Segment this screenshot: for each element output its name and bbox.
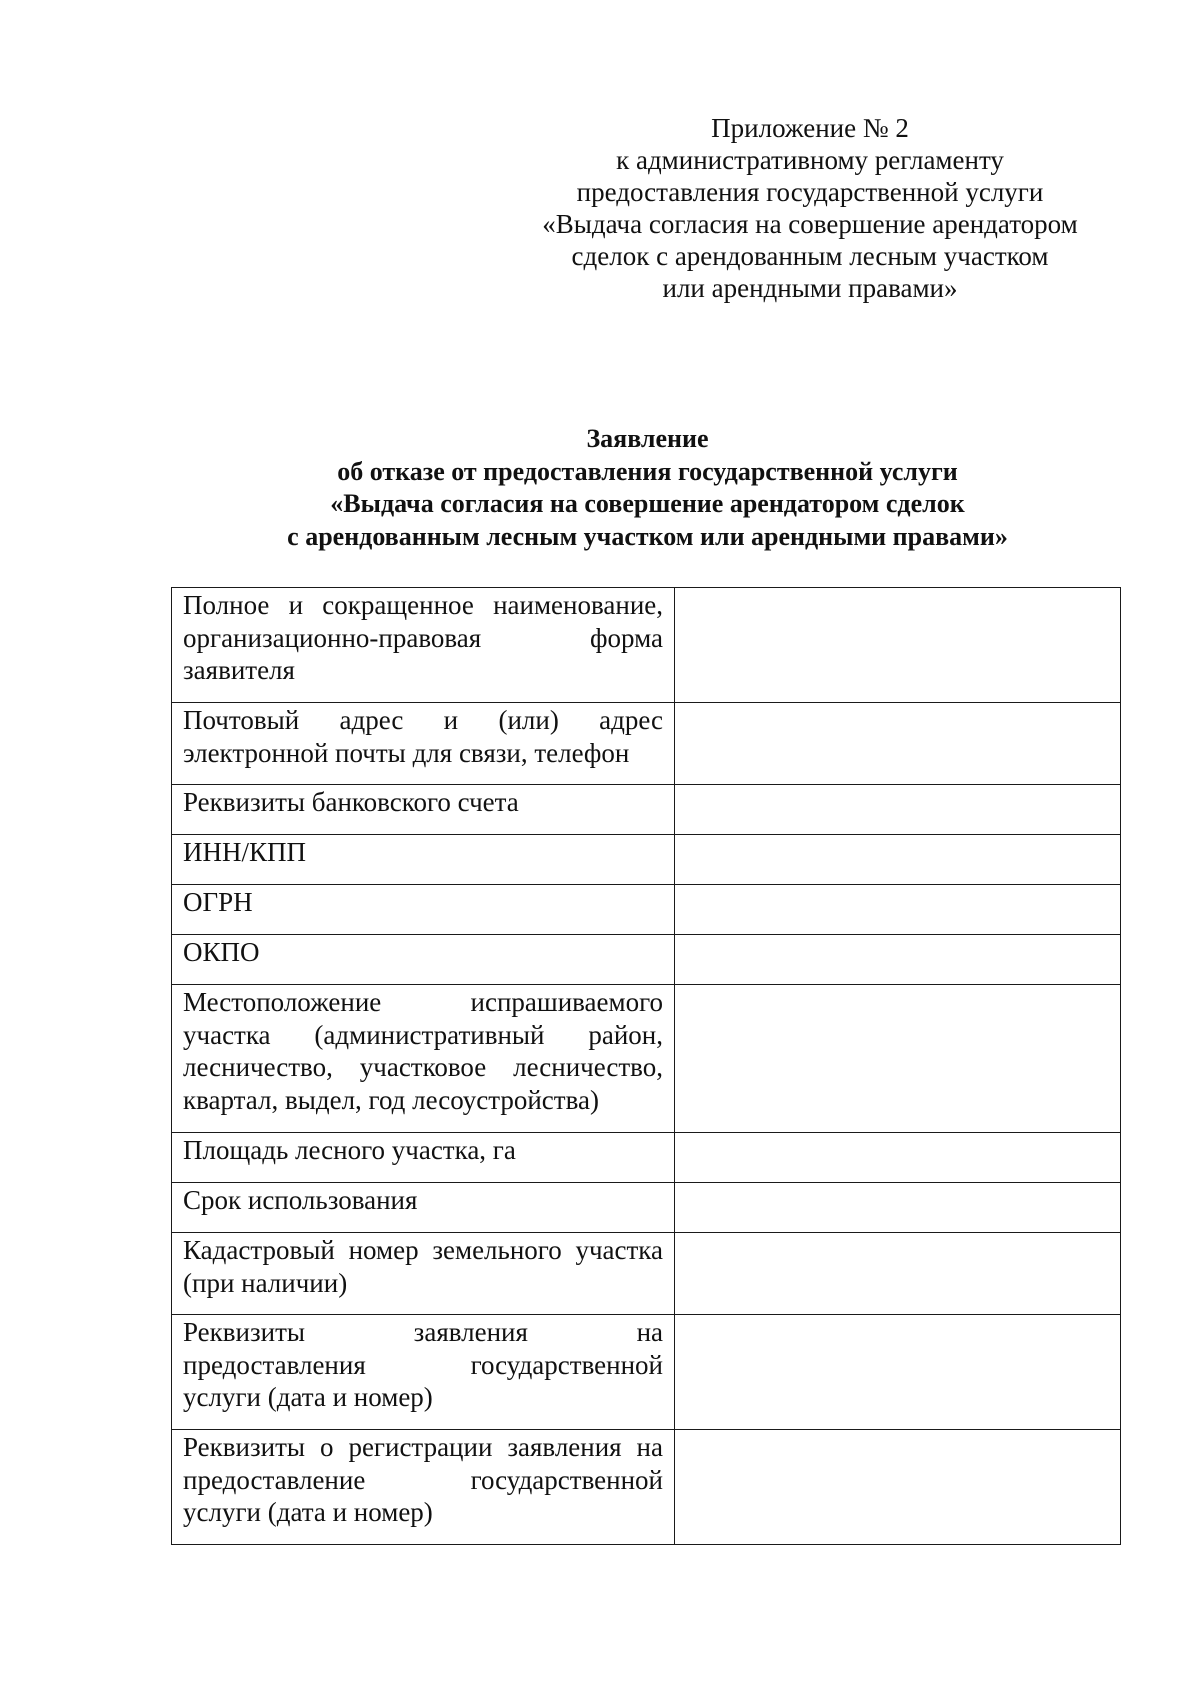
title-line: Заявление bbox=[586, 424, 709, 453]
field-label-ogrn: ОГРН bbox=[172, 885, 675, 935]
field-value-inn-kpp[interactable] bbox=[675, 835, 1121, 885]
field-label-usage-term: Срок использования bbox=[172, 1183, 675, 1233]
field-label-postal-address: Почтовый адрес и (или) адрес электронной почты для связи, телефон bbox=[172, 703, 675, 785]
field-label-plot-location: Местоположение испрашиваемого участка (административный район, лесничество, участковое лесничество, квартал, выдел, год лесоустройства) bbox=[172, 985, 675, 1133]
field-label-bank-account: Реквизиты банковского счета bbox=[172, 785, 675, 835]
field-label-okpo: ОКПО bbox=[172, 935, 675, 985]
appendix-line: «Выдача согласия на совершение арендатором bbox=[542, 209, 1078, 239]
form-row bbox=[172, 1430, 1121, 1545]
field-value-usage-term[interactable] bbox=[675, 1183, 1121, 1233]
appendix-line: или арендными правами» bbox=[662, 273, 958, 303]
field-value-plot-location[interactable] bbox=[675, 985, 1121, 1133]
form-row bbox=[172, 703, 1121, 785]
appendix-header bbox=[520, 112, 1100, 304]
form-row bbox=[172, 1233, 1121, 1315]
field-value-registration-details[interactable] bbox=[675, 1430, 1121, 1545]
title-line: «Выдача согласия на совершение арендатором сделок bbox=[330, 489, 965, 519]
field-value-plot-area[interactable] bbox=[675, 1133, 1121, 1183]
form-row bbox=[172, 1183, 1121, 1233]
field-label-application-details: Реквизиты заявления на предоставления государственной услуги (дата и номер) bbox=[172, 1315, 675, 1430]
appendix-line: предоставления государственной услуги bbox=[576, 177, 1044, 207]
field-label-cadastral-number: Кадастровый номер земельного участка (при наличии) bbox=[172, 1233, 675, 1315]
form-row bbox=[172, 885, 1121, 935]
field-label-inn-kpp: ИНН/КПП bbox=[172, 835, 675, 885]
appendix-line: Приложение № 2 bbox=[711, 113, 909, 143]
form-row bbox=[172, 588, 1121, 703]
field-label-plot-area: Площадь лесного участка, га bbox=[172, 1133, 675, 1183]
field-value-applicant-name[interactable] bbox=[675, 588, 1121, 703]
field-value-application-details[interactable] bbox=[675, 1315, 1121, 1430]
appendix-line: сделок с арендованным лесным участком bbox=[571, 241, 1049, 271]
form-row bbox=[172, 785, 1121, 835]
appendix-line: к административному регламенту bbox=[616, 145, 1004, 175]
field-value-okpo[interactable] bbox=[675, 935, 1121, 985]
field-value-postal-address[interactable] bbox=[675, 703, 1121, 785]
field-label-registration-details: Реквизиты о регистрации заявления на предоставление государственной услуги (дата и номер) bbox=[172, 1430, 675, 1545]
form-row bbox=[172, 1133, 1121, 1183]
field-value-ogrn[interactable] bbox=[675, 885, 1121, 935]
field-value-cadastral-number[interactable] bbox=[675, 1233, 1121, 1315]
title-line: с арендованным лесным участком или арендными правами» bbox=[287, 521, 1008, 551]
form-row bbox=[172, 935, 1121, 985]
document-title bbox=[130, 423, 1165, 553]
application-form-table bbox=[171, 587, 1121, 1545]
field-value-bank-account[interactable] bbox=[675, 785, 1121, 835]
form-row bbox=[172, 835, 1121, 885]
field-label-applicant-name: Полное и сокращенное наименование, организационно-правовая форма заявителя bbox=[172, 588, 675, 703]
form-row bbox=[172, 1315, 1121, 1430]
title-line: об отказе от предоставления государственной услуги bbox=[337, 456, 958, 486]
form-row bbox=[172, 985, 1121, 1133]
